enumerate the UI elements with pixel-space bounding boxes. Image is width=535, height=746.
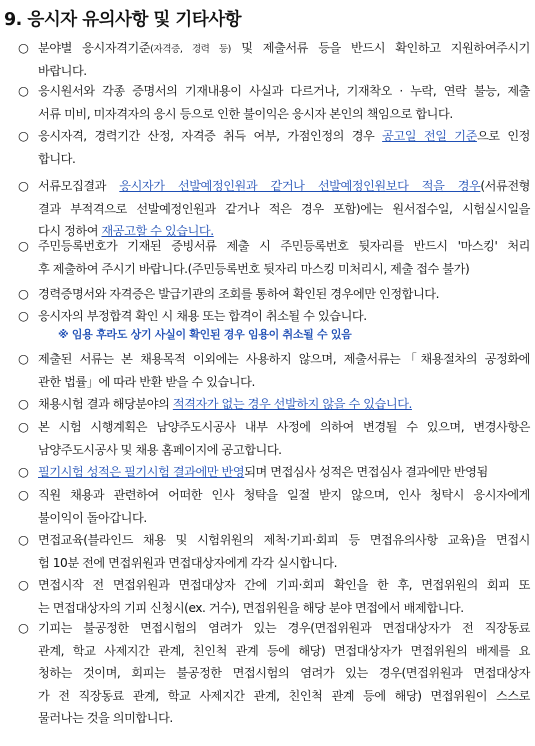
notice-line <box>38 685 530 707</box>
body-text: 험 10분 전에 면접위원과 면접대상자에게 각각 실시합니다. <box>38 555 338 570</box>
notice-line <box>38 574 530 596</box>
notice-line <box>38 461 530 483</box>
body-text: 제출된 서류는 본 채용목적 이외에는 사용하지 않으며, 제출서류는「채용절차의 공정화에 <box>38 352 530 366</box>
body-text: 불이익이 돌아갑니다. <box>38 510 147 525</box>
sub-note: ※ 임용 후라도 상기 사실이 확인된 경우 임용이 취소될 수 있음 <box>58 328 352 341</box>
notice-line <box>38 662 530 684</box>
body-text: 경력증명서와 자격증은 발급기관의 조회를 통하여 확인된 경우에만 인정합니다. <box>38 287 440 301</box>
body-text: 청하는 것이며, 회피는 불공정한 면접시험의 염려가 있는 경우(면접위원과 면접대상자 <box>38 666 530 680</box>
bullet-marker: ○ <box>18 532 29 547</box>
notice-line <box>38 484 530 506</box>
body-text: 및 제출서류 등을 반드시 확인하고 지원하여주시기 <box>230 41 530 55</box>
notice-line <box>38 305 530 327</box>
body-text: 직원 채용과 관련하여 어떠한 인사 청탁을 일절 받지 않으며, 인사 청탁시 응시자에게 <box>38 488 530 502</box>
bullet-marker: ○ <box>18 83 29 98</box>
body-text: 으로 인정 <box>476 129 530 143</box>
bullet-marker: ○ <box>18 238 29 253</box>
body-text: 응시자의 부정합격 확인 시 채용 또는 합격이 취소될 수 있습니다. <box>38 309 367 323</box>
body-text: 주민등록번호가 기재된 증빙서류 제출 시 주민등록번호 뒷자리를 반드시 '마스킹' 처리 <box>38 239 530 253</box>
body-text: 면접시작 전 면접위원과 면접대상자 간에 기피·회피 확인을 한 후, 면접위원의 회피 또 <box>38 578 530 592</box>
bullet-marker: ○ <box>18 419 29 434</box>
notice-line <box>38 348 530 370</box>
body-text: 결과 부적격으로 선발예정인원과 같거나 적은 경우 포함)에는 원서접수일, 시험실시일을 <box>38 201 530 216</box>
notice-line <box>38 175 530 197</box>
notice-line <box>38 103 530 125</box>
body-text: 합니다. <box>38 151 76 166</box>
notice-line <box>38 439 530 461</box>
bullet-marker: ○ <box>18 128 29 143</box>
body-text: 가 전 직장동료 관계, 학교 사제지간 관계, 친인척 관계 등에 해당) 면접위원이 스스로 <box>38 688 530 703</box>
notice-line <box>38 707 530 729</box>
notice-line <box>38 393 530 415</box>
body-text: 채용시험 결과 해당분야의 <box>38 397 173 411</box>
bullet-marker: ○ <box>18 396 29 411</box>
notice-line <box>38 416 530 438</box>
body-text: 응시원서와 각종 증명서의 기재내용이 사실과 다르거나, 기재착오 · 누락, 연락 불능, 제출 <box>38 84 530 98</box>
bullet-marker: ○ <box>18 40 29 55</box>
body-text: 관계, 학교 사제지간 관계, 친인척 관계 등에 해당) 면접대상자가 면접위원의 배제를 요 <box>38 643 530 658</box>
body-text: 서류모집결과 <box>38 179 120 193</box>
notice-line <box>38 148 530 170</box>
body-text: 본 시험 시행계획은 남양주도시공사 내부 사정에 의하여 변경될 수 있으며, 변경사항은 <box>38 420 530 434</box>
body-text: 면접교육(블라인드 채용 및 시험위원의 제척·기피·회피 등 면접유의사항 교육)을 면접시 <box>38 533 530 547</box>
body-text: 다시 정하여 <box>38 224 102 238</box>
bullet-marker: ○ <box>18 487 29 502</box>
notice-line <box>38 258 530 280</box>
notice-line <box>38 235 530 257</box>
bullet-marker: ○ <box>18 178 29 193</box>
body-text: 기피는 불공정한 면접시험의 염려가 있는 경우(면접위원과 면접대상자가 전 직장동료 <box>38 621 530 635</box>
body-text: 되며 면접심사 성적은 면접심사 결과에만 반영됨 <box>244 465 488 479</box>
bullet-marker: ○ <box>18 577 29 592</box>
emphasis-text: 공고일 전일 기준 <box>382 129 477 143</box>
notice-line <box>38 371 530 393</box>
emphasis-text: 응시자가 선발예정인원과 같거나 선발예정인원보다 적을 경우 <box>119 179 481 193</box>
emphasis-text: 적격자가 없는 경우 선발하지 않을 수 있습니다. <box>172 397 412 411</box>
body-text: 는 면접대상자의 기피 신청시(ex. 거수), 면접위원을 해당 분야 면접에서 배제합니다. <box>38 600 464 615</box>
body-text: 서류 미비, 미자격자의 응시 등으로 인한 불이익은 응시자 본인의 책임으로 합니다. <box>38 106 453 121</box>
body-text: (서류전형 <box>480 179 530 193</box>
bullet-marker: ○ <box>18 351 29 366</box>
notice-line <box>38 198 530 220</box>
notice-line <box>38 283 530 305</box>
notice-line <box>38 529 530 551</box>
note-text: (자격증, 경력 등) <box>150 44 231 55</box>
notice-line <box>38 125 530 147</box>
body-text: 후 제출하여 주시기 바랍니다.(주민등록번호 뒷자리 마스킹 미처리시, 제출 접수 불가) <box>38 261 470 276</box>
emphasis-text: 재공고할 수 있습니다. <box>101 224 214 238</box>
notice-line <box>38 60 530 82</box>
bullet-marker: ○ <box>18 286 29 301</box>
body-text: 물러나는 것을 의미합니다. <box>38 711 173 725</box>
body-text: 응시자격, 경력기간 산정, 자격증 취득 여부, 가점인정의 경우 <box>38 129 383 143</box>
bullet-marker: ○ <box>18 464 29 479</box>
body-text: 남양주도시공사 및 채용 홈페이지에 공고합니다. <box>38 442 282 457</box>
bullet-marker: ○ <box>18 620 29 635</box>
notice-line <box>38 37 530 59</box>
emphasis-text: 필기시험 성적은 필기시험 결과에만 반영 <box>38 465 245 479</box>
notice-line <box>38 597 530 619</box>
bullet-marker: ○ <box>18 308 29 323</box>
notice-line <box>38 640 530 662</box>
notice-line <box>38 617 530 639</box>
section-title: 9. 응시자 유의사항 및 기타사항 <box>4 10 242 30</box>
body-text: 관한 법률」에 따라 반환 받을 수 있습니다. <box>38 374 255 389</box>
notice-line <box>38 507 530 529</box>
body-text: 바랍니다. <box>38 63 87 78</box>
notice-line <box>38 80 530 102</box>
body-text: 분야별 응시자격기준 <box>38 41 151 55</box>
notice-line <box>38 552 530 574</box>
